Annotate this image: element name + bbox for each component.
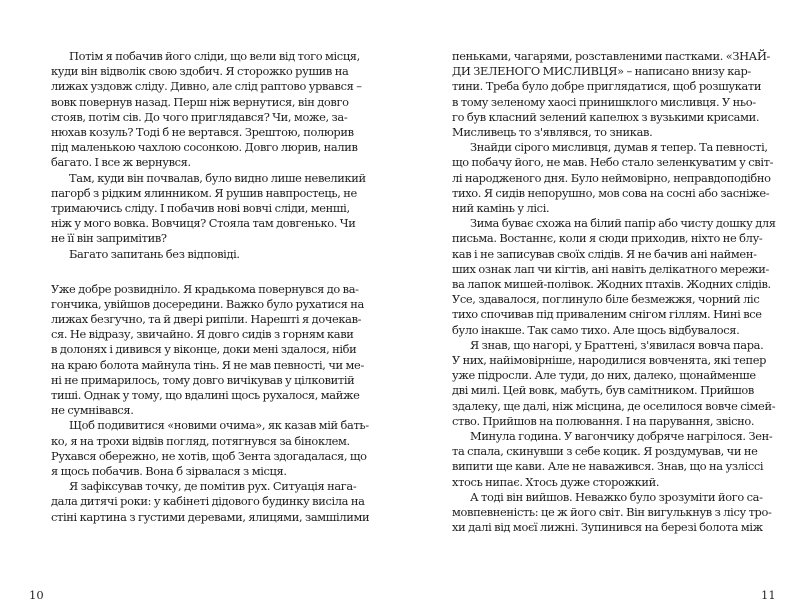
text-line: Я зафіксував точку, де помітив рух. Ситуація нага-	[69, 479, 357, 494]
text-line: тихо. Я сидів непорушно, мов сова на сосні або засніже-	[452, 185, 770, 200]
text-line: ся. Не відразу, звичайно. Я довго сидів з горням кави	[51, 327, 354, 342]
text-line: ство. Прийшов на полювання. І на парування, звісно.	[452, 413, 755, 428]
text-line: вовк повернув назад. Перш ніж вернутися, він довго	[51, 94, 349, 109]
text-line: стояв, потім сів. До чого приглядався? Чи, може, за-	[51, 109, 348, 124]
text-line: багато. І все ж вернувся.	[51, 155, 191, 170]
text-line: ніж у мого вовка. Вовчиця? Стояла там довгенько. Чи	[51, 216, 356, 231]
text-line: ні не примарилось, тому довго вичікував у цілковитій	[51, 372, 355, 387]
text-line: Багато запитань без відповіді.	[69, 246, 240, 261]
text-line: я щось побачив. Вона б зірвалася з місця.	[51, 464, 287, 478]
text-line: куди він відволік свою здобич. Я сторожко рушив на	[51, 64, 349, 79]
text-line: Знайди сірого мисливця, думав я тепер. Та певності,	[470, 140, 768, 155]
text-line: дві милі. Цей вовк, мабуть, був самітником. Прийшов	[452, 383, 754, 398]
text-line: мовпевненість: це ж його світ. Він вигулькнув з лісу тро-	[452, 505, 772, 519]
text-line: Зима буває схожа на білий папір або чисту дошку для	[470, 216, 776, 231]
text-line: дала дитячі роки: у кабінеті дідового будинку висіла на	[51, 494, 365, 509]
text-line: лижах безгучно, та й двері рипіли. Нарешті я дочекав-	[51, 312, 362, 326]
text-line: Уже добре розвиднілo. Я крадькома повернувся до ва-	[51, 281, 359, 296]
text-line: тримаючись сліду. І побачив нові вовчі сліди, менші,	[51, 201, 350, 215]
page-number-right: 11	[761, 588, 776, 602]
text-line: Рухався обережно, не хотів, щоб Зента здогадалася, що	[51, 448, 367, 463]
text-line: пагорб з рідким ялинником. Я рушив навпростець, не	[51, 185, 357, 200]
text-line: У них, найімовірніше, народилися вовченята, які тепер	[452, 353, 767, 367]
text-line: Там, куди він почвалав, було видно лише невеликий	[69, 170, 366, 185]
text-line: хтось нипає. Хтось дуже сторожкий.	[452, 474, 660, 489]
text-line: кав і не записував своїх слідів. Я не бачив ані наймен-	[452, 246, 757, 261]
text-line: та спала, скинувши з себе коцик. Я роздумував, чи не	[452, 444, 758, 459]
text-line: уже підросли. Але туди, до них, далеко, щонайменше	[452, 368, 756, 383]
text-line: Мисливець то з'являвся, то зникав.	[452, 125, 653, 139]
text-line: що побачу його, не мав. Небо стало зеленкуватим у світ-	[452, 155, 774, 170]
text-line: ших ознак лап чи кігтів, ані навіть делікатного мережи-	[452, 261, 769, 276]
text-line: хи далі від моєї лижні. Зупинився на березі болота між	[452, 520, 763, 535]
text-line: А тоді він вийшов. Неважко було зрозуміти його са-	[470, 489, 763, 504]
text-line: Потім я побачив його сліди, що вели від того місця,	[69, 49, 360, 63]
text-line: письма. Востаннє, коли я сюди приходив, ніхто не блу-	[452, 231, 763, 246]
text-line: Я знав, що нагорі, у Браттені, з'явилася вовча пара.	[470, 337, 764, 352]
text-line: під маленькою чахлою сосонкою. Довго люрив, налив	[51, 140, 358, 155]
right-page-text	[452, 0, 776, 560]
text-line: ДИ ЗЕЛЕНОГО МИСЛИВЦЯ» – написано внизу кар-	[452, 64, 751, 79]
text-line: го був класний зелений капелюх з вузькими крисами.	[452, 109, 760, 124]
text-line: лі народженого дня. Було неймовірно, неправдоподібно	[452, 170, 771, 185]
right-page	[400, 0, 800, 615]
left-page-text	[51, 0, 370, 560]
text-line: ко, я на трохи відвів погляд, потягнувся за біноклем.	[51, 433, 350, 448]
text-line: ва лапок мишей-полівок. Жодних птахів. Жодних слідів.	[452, 277, 771, 291]
text-line: пеньками, чагарями, розставленими пастками. «ЗНАЙ-	[452, 49, 771, 63]
text-line: стіні картина з густими деревами, ялицями, замшілими	[51, 509, 370, 524]
text-line: не її він запримітив?	[51, 231, 167, 246]
text-line: ний камінь у лісі.	[452, 201, 550, 215]
text-line: було інакше. Так само тихо. Але щось відбувалося.	[452, 322, 740, 337]
text-line: тини. Треба було добре приглядатися, щоб розшукати	[452, 79, 762, 94]
page-number-left: 10	[29, 588, 44, 602]
text-line: не сумнівався.	[51, 403, 134, 418]
text-line: в тому зеленому хаосі принишклого мисливця. У ньо-	[452, 94, 756, 109]
text-line: лижах уздовж сліду. Дивно, але слід раптово урвався –	[51, 79, 362, 94]
text-line: Минула година. У вагончику добряче нагрілося. Зен-	[470, 429, 773, 443]
text-line: гончика, увійшов досередини. Важко було рухатися на	[51, 296, 364, 311]
text-line: нюхав козуль? Тоді б не вертався. Зрештою, полюрив	[51, 125, 354, 139]
text-line: здалеку, ще далі, ніж місцина, де оселилося вовче сімей-	[452, 398, 776, 413]
text-line: тиші. Однак у тому, що вдалині щось рухалося, майже	[51, 388, 360, 402]
text-line: випити ще кави. Але не наважився. Знав, що на узліссі	[452, 459, 764, 474]
text-line: тихо спочивав під приваленим снігом гіллям. Нині все	[452, 307, 762, 322]
text-line: Щоб подивитися «новими очима», як казав мій бать-	[69, 418, 369, 433]
text-line: Усе, здавалося, поглинуло біле безмежжя, чорний ліс	[452, 292, 760, 307]
text-line: в долонях і дивився у віконце, доки мені здалося, ніби	[51, 342, 357, 357]
text-line: на краю болота майнула тінь. Я не мав певності, чи ме-	[51, 357, 364, 372]
